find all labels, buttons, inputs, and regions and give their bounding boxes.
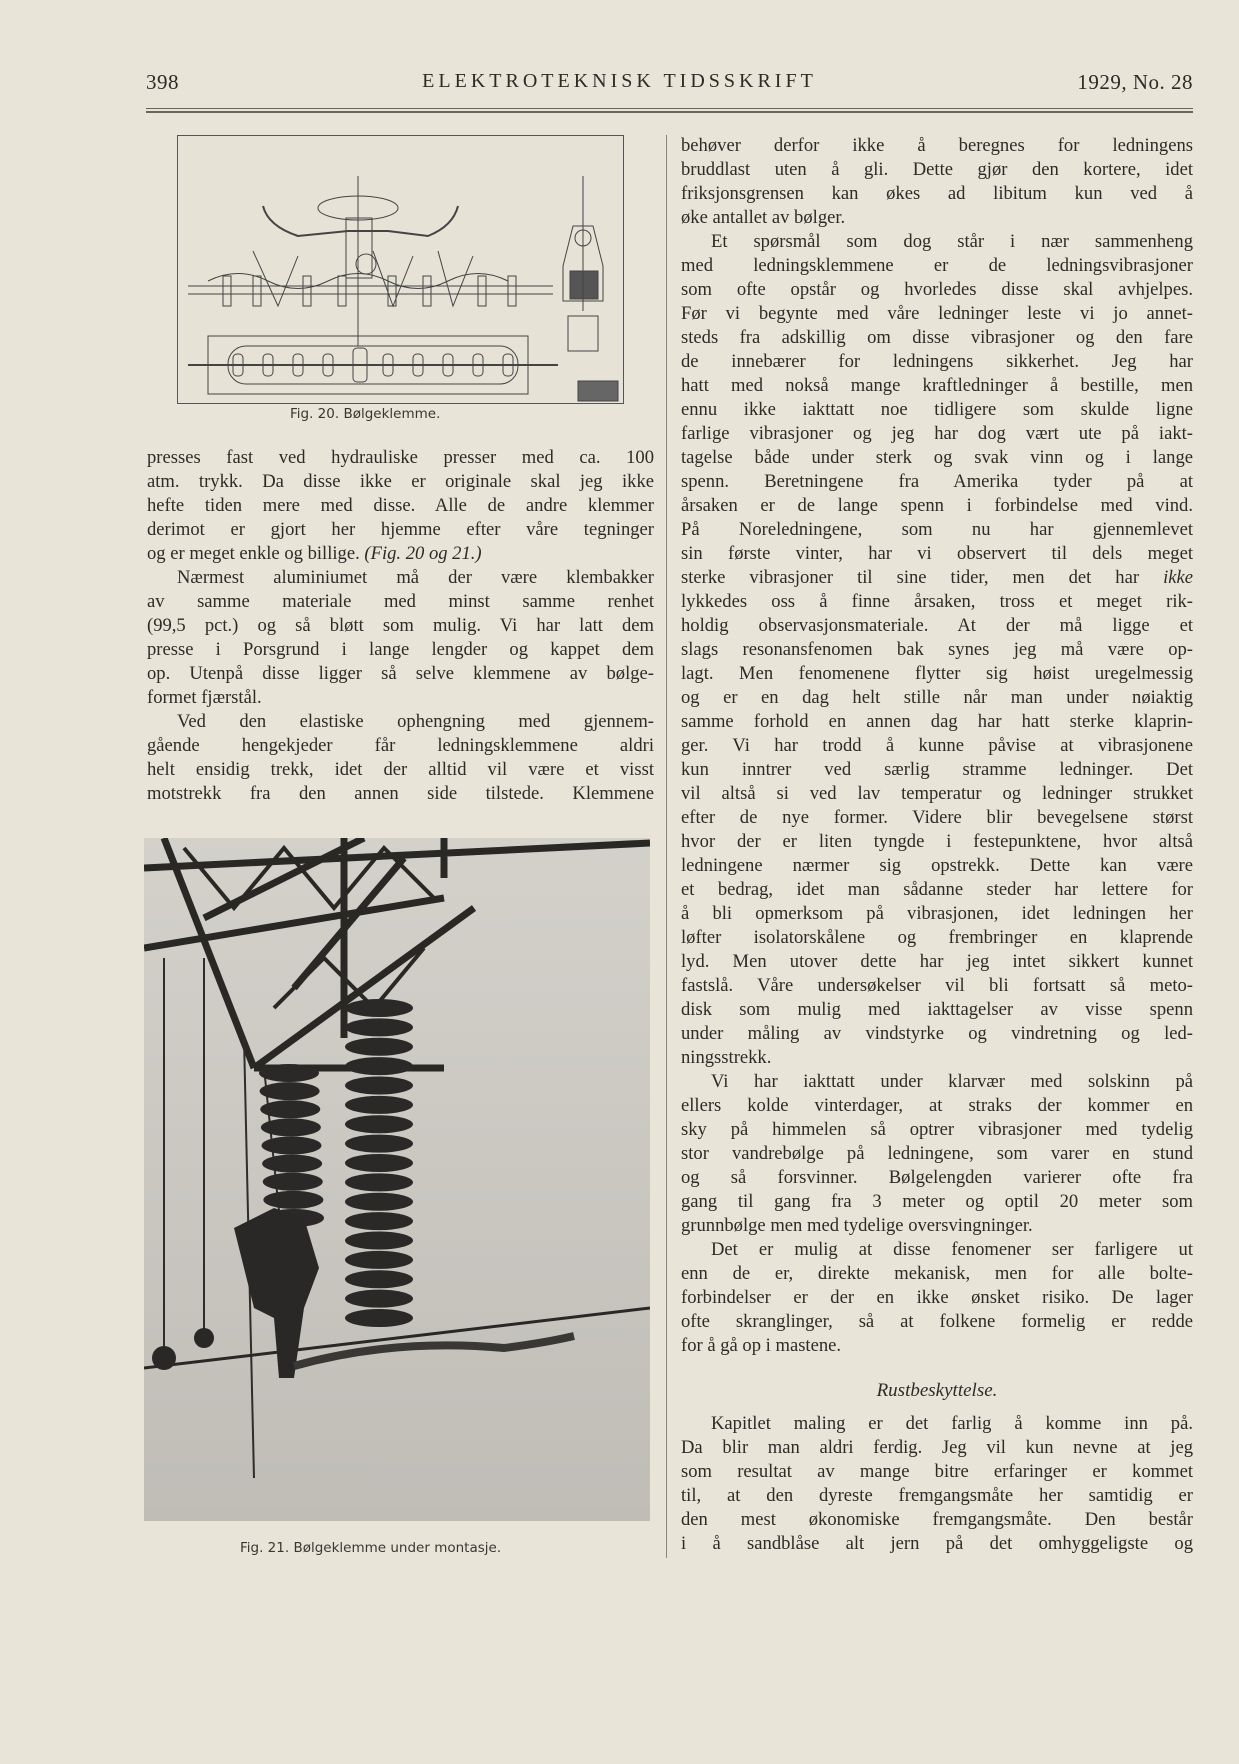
text-line: vil altså si ved lav temperatur og ledninger strukket — [681, 783, 1193, 804]
text-line: å bli opmerksom på vibrasjonen, idet ledningen her — [681, 903, 1193, 924]
text-line: hatt med nokså mange kraftledninger å bestille, men — [681, 375, 1193, 396]
insulator-disc — [260, 1100, 320, 1118]
text-line: løfter isolatorskålene og frembringer en klaprende — [681, 927, 1193, 948]
insulator-disc — [345, 1173, 413, 1191]
text-line: under måling av vindstyrke og vindretning og led- — [681, 1023, 1193, 1044]
text-line: sin første vinter, har vi observert til dels meget — [681, 543, 1193, 564]
text-line: med ledningsklemmene er de ledningsvibrasjoner — [681, 255, 1193, 276]
text-line: lykkedes oss å finne årsaken, tross et meget rik- — [681, 591, 1193, 612]
insulator-disc — [345, 1135, 413, 1153]
right-column-text — [681, 134, 1193, 1358]
text-line: Kapitlet maling er det farlig å komme inn på. — [711, 1413, 1193, 1434]
insulator-disc — [345, 1309, 413, 1327]
insulator-disc — [345, 999, 413, 1017]
page-number: 398 — [146, 70, 179, 94]
insulator-disc — [345, 1270, 413, 1288]
insulator-disc — [345, 1057, 413, 1075]
insulator-string-left — [259, 1064, 324, 1227]
text-line: og er meget enkle og billige. (Fig. 20 og 21.) — [147, 543, 482, 564]
section-heading: Rustbeskyttelse. — [876, 1380, 998, 1401]
text-line: Nærmest aluminiumet må der være klembakker — [177, 567, 654, 588]
figure-21-photo — [144, 838, 650, 1521]
text-line: ennu ikke iakttatt noe tidligere som skulde ligne — [681, 399, 1193, 420]
text-line: tagelse både under sterk og svak vinn og i lange — [681, 447, 1193, 468]
section-text — [681, 1412, 1193, 1556]
insulator-disc — [263, 1191, 323, 1209]
text-line: ger. Vi har trodd å kunne påvise at vibrasjonene — [681, 735, 1193, 756]
italic-text: ikke — [1163, 567, 1193, 588]
journal-title: ELEKTROTEKNISK TIDSSKRIFT — [422, 70, 817, 92]
insulator-disc — [263, 1173, 323, 1191]
header-rule-double — [146, 111, 1193, 113]
figure-20-caption: Fig. 20. Bølgeklemme. — [290, 406, 441, 422]
insulator-disc — [259, 1064, 319, 1082]
text-line: ellers kolde vinterdager, at straks der kommer en — [681, 1095, 1193, 1116]
italic-text: (Fig. 20 og 21.) — [364, 543, 482, 564]
insulator-disc — [345, 1193, 413, 1211]
pulley-block — [194, 1328, 214, 1348]
text-line: steds fra adskillig om disse vibrasjoner og den fare — [681, 327, 1193, 348]
left-column-text — [147, 446, 654, 806]
text-line: lyd. Men utover dette har jeg intet sikkert kunnet — [681, 951, 1193, 972]
text-line: ofte skranglinger, så at folkene formelig er redde — [681, 1311, 1193, 1332]
insulator-disc — [345, 1154, 413, 1172]
insulator-disc — [345, 1290, 413, 1308]
text-line: til, at den dyreste fremgangsmåte her samtidig er — [681, 1485, 1193, 1506]
text-line: lagt. Men fenomenene flytter sig høist uregelmessig — [681, 663, 1193, 684]
column-divider — [666, 135, 667, 1558]
insulator-disc — [262, 1155, 322, 1173]
clamp-drawing — [178, 136, 623, 403]
text-line: kun inntrer ved særlig stramme ledninger. Det — [681, 759, 1193, 780]
text-line: og så forsvinner. Bølgelengden varierer ofte fra — [681, 1167, 1193, 1188]
text-line: (99,5 pct.) og så bløtt som mulig. Vi har latt dem — [147, 615, 654, 636]
insulator-disc — [345, 1096, 413, 1114]
text-line: presse i Porsgrund i lange lengder og kappet dem — [147, 639, 654, 660]
text-line: av samme materiale med minst samme renhet — [147, 591, 654, 612]
text-line: op. Utenpå disse ligger så selve klemmene av bølge- — [147, 663, 654, 684]
text-line: stor vandrebølge på ledningene, som varer en stund — [681, 1143, 1193, 1164]
insulator-disc — [345, 1018, 413, 1036]
text-line: som resultat av mange bitre erfaringer er kommet — [681, 1461, 1193, 1482]
text-line: ledningene nærmer sig opstrekk. Dette kan være — [681, 855, 1193, 876]
text-line: Et spørsmål som dog står i nær sammenheng — [711, 231, 1193, 252]
text-line: atm. trykk. Da disse ikke er originale skal jeg ikke — [147, 471, 654, 492]
text-line: Vi har iakttatt under klarvær med solskinn på — [711, 1071, 1193, 1092]
text-line: disk som mulig med iakttagelser av visse spenn — [681, 999, 1193, 1020]
insulator-disc — [345, 1038, 413, 1056]
text-line: farlige vibrasjoner og jeg har dog vært ute på iakt- — [681, 423, 1193, 444]
insulator-disc — [345, 1115, 413, 1133]
text-line: efter de nye former. Videre blir bevegelsene størst — [681, 807, 1193, 828]
text-line: hefte tiden mere med disse. Alle de andre klemmer — [147, 495, 654, 516]
text-line: ningsstrekk. — [681, 1047, 772, 1068]
text-line: hvor der er liten tyngde i festepunktene, hvor altså — [681, 831, 1193, 852]
text-line: enn de er, direkte mekanisk, men for alle bolte- — [681, 1263, 1193, 1284]
insulator-disc — [261, 1118, 321, 1136]
text-line: sterke vibrasjoner til sine tider, men det har ikke — [681, 567, 1193, 588]
text-line: fastslå. Våre undersøkelser vil bli fortsatt så meto- — [681, 975, 1193, 996]
text-line: På Noreledningene, som nu har gjennemlevet — [681, 519, 1193, 540]
text-line: i å sandblåse alt jern på det omhyggeligste og — [681, 1533, 1193, 1554]
text-line: de innebærer for ledningens sikkerhet. Jeg har — [681, 351, 1193, 372]
text-line: gående hengekjeder får ledningsklemmene aldri — [147, 735, 654, 756]
text-line: helt ensidig trekk, idet der alltid vil være et visst — [147, 759, 654, 780]
text-line: motstrekk fra den annen side tilstede. Klemmene — [147, 783, 654, 804]
insulator-disc — [260, 1082, 320, 1100]
insulator-disc — [345, 1251, 413, 1269]
pulley-block — [152, 1346, 176, 1370]
text-line: Det er mulig at disse fenomener ser farligere ut — [711, 1239, 1193, 1260]
text-line: slags resonansfenomen bak synes jeg må være op- — [681, 639, 1193, 660]
text-line: øke antallet av bølger. — [681, 207, 846, 228]
insulator-disc — [345, 1232, 413, 1250]
text-line: Da blir man aldri ferdig. Jeg vil kun nevne at jeg — [681, 1437, 1193, 1458]
text-line: grunnbølge men med tydelige oversvingninger. — [681, 1215, 1033, 1236]
text-line: et bedrag, idet man sådanne steder har lettere for — [681, 879, 1193, 900]
figure-20-drawing — [177, 135, 624, 404]
insulator-string-right — [345, 999, 413, 1327]
text-line: og er en dag helt stille når man under nøiaktig — [681, 687, 1193, 708]
text-line: den mest økonomiske fremgangsmåte. Den består — [681, 1509, 1193, 1530]
insulator-disc — [345, 1077, 413, 1095]
text-line: derimot er gjort her hjemme efter våre tegninger — [147, 519, 654, 540]
insulator-disc — [345, 1212, 413, 1230]
text-line: spenn. Beretningene fra Amerika tyder på at — [681, 471, 1193, 492]
issue-number: 1929, No. 28 — [1077, 70, 1193, 94]
text-line: bruddlast uten å gli. Dette gjør den kortere, idet — [681, 159, 1193, 180]
text-line: forbindelser er der en ikke ønsket risiko. De lager — [681, 1287, 1193, 1308]
text-line: samme forhold en annen dag har hatt sterke klaprin- — [681, 711, 1193, 732]
text-line: holdig observasjonsmateriale. At der må ligge et — [681, 615, 1193, 636]
figure-21-caption: Fig. 21. Bølgeklemme under montasje. — [240, 1540, 502, 1556]
text-line: presses fast ved hydrauliske presser med ca. 100 — [147, 447, 654, 468]
text-line: gang til gang fra 3 meter og optil 20 meter som — [681, 1191, 1193, 1212]
header-rule — [146, 108, 1193, 109]
text-line: for å gå op i mastene. — [681, 1335, 842, 1356]
text-line: friksjonsgrensen kan økes ad libitum kun ved å — [681, 183, 1193, 204]
text-line: årsaken er de lange spenn i forbindelse med vind. — [681, 495, 1193, 516]
insulator-disc — [262, 1137, 322, 1155]
text-line: formet fjærstål. — [147, 687, 262, 708]
text-line: Før vi begynte med våre ledninger leste vi jo annet- — [681, 303, 1193, 324]
text-line: Ved den elastiske ophengning med gjennem- — [177, 711, 654, 732]
text-line: som ofte opstår og hvorledes disse skal avhjelpes. — [681, 279, 1193, 300]
text-line: sky på himmelen så optrer vibrasjoner med tydelig — [681, 1119, 1193, 1140]
insulator-photo — [144, 838, 650, 1521]
text-line: behøver derfor ikke å beregnes for ledningens — [681, 135, 1193, 156]
